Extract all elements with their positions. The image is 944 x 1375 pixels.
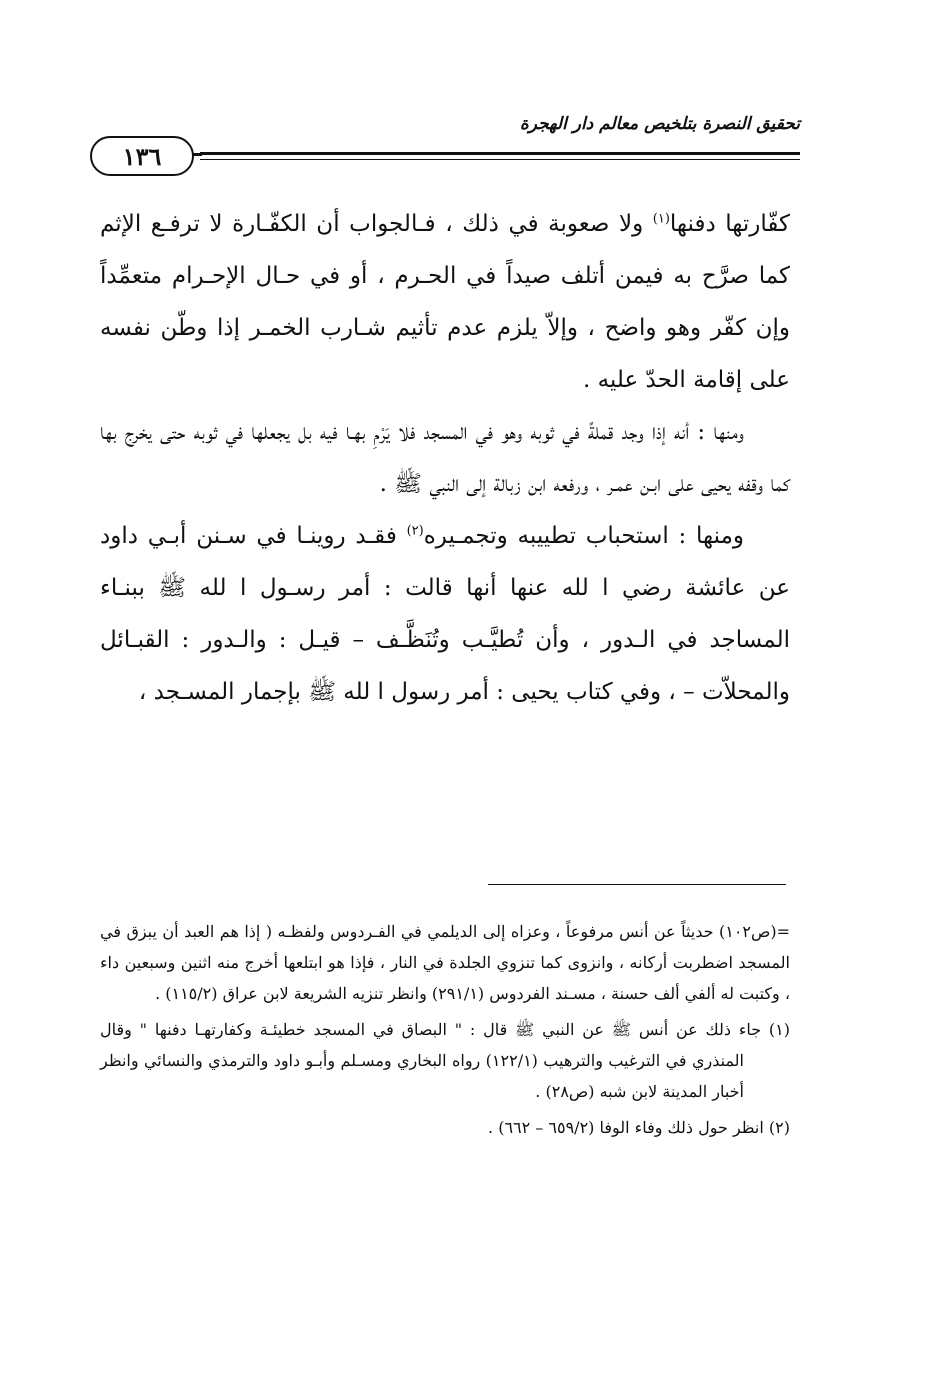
paragraph-1-start: كفّارتها دفنها: [669, 211, 790, 237]
footnote-ref-2: (٢): [406, 523, 424, 539]
footnote-separator: [488, 884, 786, 885]
running-title: تحقيق النصرة بتلخيص معالم دار الهجرة: [519, 114, 800, 134]
footnote-2: (٢) انظر حول ذلك وفاء الوفا (٦٥٩/٢ – ٦٦٢) .: [488, 1118, 790, 1137]
paragraph-2: ومنها : أنه إذا وجد قملةً في ثوبه وهو في المسجد فلا يَرْمِ بهـا فيه بل يجعلها في ثوبه حتى يخرج بها كما وقفه يحيى على ابـن عمـر ، ورفعه ابن زبالة إلى النبي ﷺ .: [100, 419, 790, 497]
page-header: [90, 112, 800, 192]
paragraph-1-rest: ولا صعوبة في ذلك ، فـالجواب أن الكفّـارة لا ترفـع الإثم كما صرَّح به فيمن أتلف صيداً في الحـرم ، أو في حـال الإحـرام متعمِّداً وإن كفّر وهو واضح ، وإلاّ يلزم عدم تأثيم شـارب الخمـر إذا وطّن نفسه على إقامة الحدّ عليه .: [100, 211, 790, 393]
paragraph-1: [100, 198, 790, 406]
footnotes: [100, 916, 790, 1148]
main-text: [100, 198, 790, 718]
page-number: ١٣٦: [90, 136, 194, 176]
footnote-continued: =(ص١٠٢) حديثاً عن أنس مرفوعاً ، وعزاه إلى الديلمي في الفـردوس ولفظـه ( إذا هم العبد أن يبزق في المسجد اضطربت أركانه ، وانزوى كما تنزوي الجلدة في النار ، فإذا هو ابتلعها أخرج منه اثنين وسبعين داء ، وكتبت له ألفي ألف حسنة ، مسـند الفردوس (٢٩١/١) وانظر تنزيه الشريعة لابن عراق (١١٥/٢) .: [100, 922, 790, 1003]
header-rule-thick: [200, 152, 800, 155]
paragraph-3-start: ومنها : استحباب تطييبه وتجمـيره: [423, 523, 744, 549]
header-rule-thin: [200, 159, 800, 160]
footnote-ref-1: (١): [652, 211, 670, 227]
paragraph-3: [100, 510, 790, 718]
footnote-1: (١) جاء ذلك عن أنس ﷺ عن النبي ﷺ قال : " البصاق في المسجد خطيئـة وكفارتهـا دفنها " وقال المنذري في الترغيب والترهيب (١٢٢/١) رواه البخاري ومسـلم وأبـو داود والترمذي والنسائي وانظر أخبار المدينة لابن شبه (ص٢٨) .: [100, 1020, 790, 1101]
paragraph-3-rest: فقـد روينـا في سـنن أبـي داود عن عائشة رضي ا لله عنها أنها قالت : أمر رسـول ا لله ﷺ ببنـاء المساجد في الـدور ، وأن تُطيَّـب وتُنَظَّـف – قيـل : والـدور : القبـائل والمحلاّت – ، وفي كتاب يحيى : أمر رسول ا لله ﷺ بإجمار المسـجد ،: [100, 523, 790, 705]
